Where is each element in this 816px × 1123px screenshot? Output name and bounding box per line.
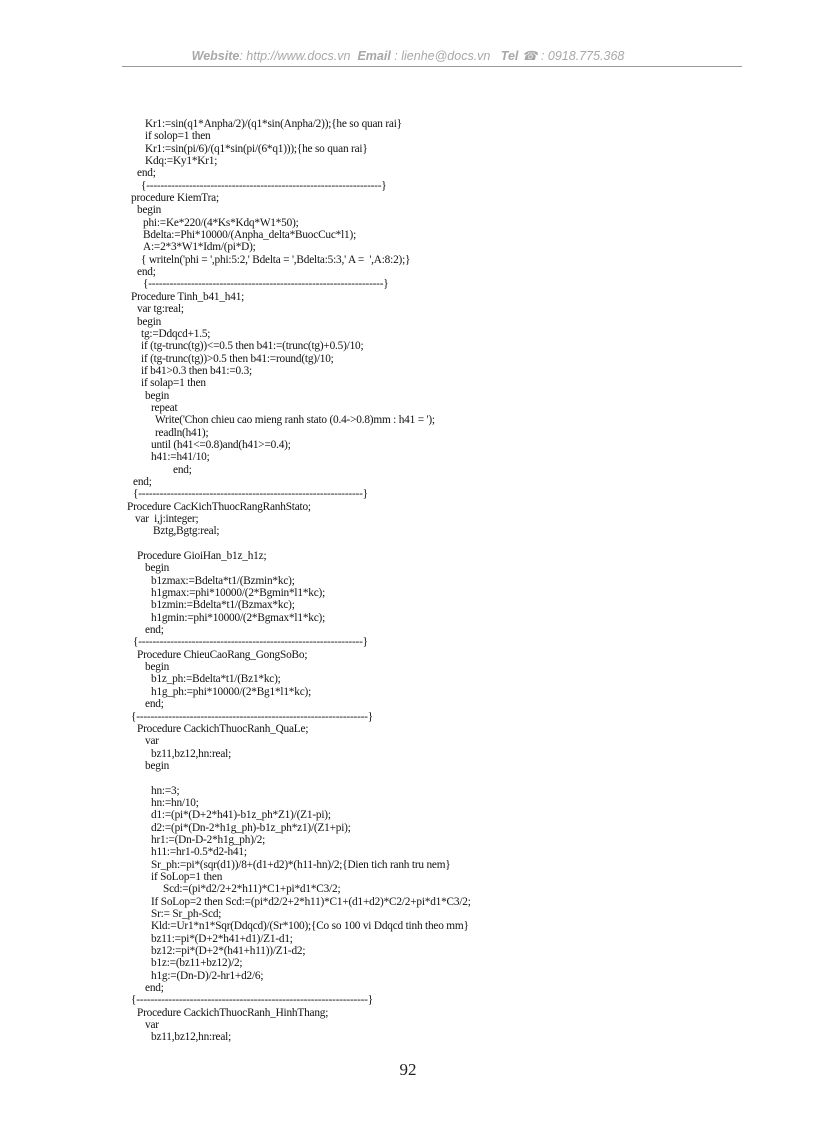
code-line: d1:=(pi*(D+2*h41)-b1z_ph*Z1)/(Z1-pi); bbox=[151, 809, 331, 822]
code-line: begin bbox=[137, 204, 162, 217]
code-line: b1z:=(bz11+bz12)/2; bbox=[151, 957, 243, 970]
code-line: h41:=h41/10; bbox=[151, 451, 210, 464]
tel-label: Tel bbox=[500, 49, 519, 63]
code-line: end; bbox=[137, 167, 156, 180]
code-line: var bbox=[145, 1019, 159, 1032]
code-line: h1g:=(Dn-D)/2-hr1+d2/6; bbox=[151, 969, 264, 982]
code-line: end; bbox=[145, 624, 164, 637]
code-line: b1zmax:=Bdelta*t1/(Bzmin*kc); bbox=[151, 574, 295, 587]
phone-icon: ☎ bbox=[521, 49, 538, 63]
code-line: Sr_ph:=pi*(sqr(d1))/8+(d1+d2)*(h11-hn)/2;{Dien tich ranh tru nem} bbox=[151, 858, 451, 871]
code-line: Procedure GioiHan_b1z_h1z; bbox=[137, 550, 267, 563]
code-line: Scd:=(pi*d2/2+2*h11)*C1+pi*d1*C3/2; bbox=[163, 883, 341, 896]
code-line: Kr1:=sin(q1*Anpha/2)/(q1*sin(Anpha/2));{he so quan rai} bbox=[145, 118, 402, 130]
code-line: var i,j:integer; bbox=[135, 513, 199, 525]
code-line: {---------------------------------------------------------------} bbox=[133, 488, 368, 501]
code-line: repeat bbox=[151, 401, 178, 414]
code-line: Kld:=Ur1*n1*Sqr(Ddqcd)/(Sr*100);{Co so 100 vi Ddqcd tinh theo mm} bbox=[151, 920, 469, 933]
code-line: hn:=hn/10; bbox=[151, 796, 199, 809]
code-line: end; bbox=[173, 463, 192, 476]
code-line: d2:=(pi*(Dn-2*h1g_ph)-b1z_ph*z1)/(Z1+pi); bbox=[151, 821, 351, 834]
code-line: tg:=Ddqcd+1.5; bbox=[141, 327, 211, 340]
code-line: if solop=1 then bbox=[145, 130, 211, 143]
code-line: A:=2*3*W1*Idm/(pi*D); bbox=[143, 241, 256, 254]
code-line: var tg:real; bbox=[137, 303, 184, 316]
code-line: hr1:=(Dn-D-2*h1g_ph)/2; bbox=[151, 833, 266, 846]
tel-value: : 0918.775.368 bbox=[540, 49, 625, 63]
code-line: Procedure CackichThuocRanh_HinhThang; bbox=[137, 1006, 329, 1019]
code-line: end; bbox=[145, 982, 164, 995]
code-line: h1g_ph:=phi*10000/(2*Bg1*l1*kc); bbox=[151, 685, 312, 698]
code-listing bbox=[0, 118, 816, 1044]
code-line: begin bbox=[145, 759, 170, 772]
code-line: bz11,bz12,hn:real; bbox=[151, 747, 232, 760]
code-line: {------------------------------------------------------------------} bbox=[143, 278, 389, 291]
code-line: Sr:= Sr_ph-Scd; bbox=[151, 908, 222, 920]
code-line: {-----------------------------------------------------------------} bbox=[131, 994, 373, 1007]
code-line: h11:=hr1-0.5*d2-h41; bbox=[151, 846, 247, 859]
code-line: {---------------------------------------------------------------} bbox=[133, 636, 368, 649]
code-line bbox=[0, 538, 816, 550]
code-line: {-----------------------------------------------------------------} bbox=[131, 710, 373, 723]
email-value: : lienhe@docs.vn bbox=[394, 49, 491, 63]
code-line: {------------------------------------------------------------------} bbox=[141, 179, 387, 192]
code-line: bz11:=pi*(D+2*h41+d1)/Z1-d1; bbox=[151, 932, 293, 945]
code-line: bz11,bz12,hn:real; bbox=[151, 1031, 232, 1044]
code-line: Kr1:=sin(pi/6)/(q1*sin(pi/(6*q1)));{he so quan rai} bbox=[145, 142, 368, 155]
code-line: h1gmax:=phi*10000/(2*Bgmin*l1*kc); bbox=[151, 587, 326, 600]
code-line: begin bbox=[137, 315, 162, 328]
code-line: if (tg-trunc(tg))>0.5 then b41:=round(tg)/10; bbox=[141, 352, 334, 365]
code-line: readln(h41); bbox=[155, 426, 209, 439]
code-line: Procedure ChieuCaoRang_GongSoBo; bbox=[137, 648, 308, 661]
website-value: : http://www.docs.vn bbox=[239, 49, 351, 63]
code-line: until (h41<=0.8)and(h41>=0.4); bbox=[151, 438, 291, 451]
code-line: Bztg,Bgtg:real; bbox=[153, 525, 220, 538]
code-line: Procedure CackichThuocRanh_QuaLe; bbox=[137, 722, 309, 735]
code-line: phi:=Ke*220/(4*Ks*Kdq*W1*50); bbox=[143, 216, 299, 229]
page-header bbox=[0, 48, 816, 63]
code-line: Procedure Tinh_b41_h41; bbox=[131, 290, 245, 303]
code-line: bz12:=pi*(D+2*(h41+h11))/Z1-d2; bbox=[151, 945, 306, 958]
code-line: Procedure CacKichThuocRangRanhStato; bbox=[127, 500, 311, 513]
code-line: b1zmin:=Bdelta*t1/(Bzmax*kc); bbox=[151, 599, 295, 612]
code-line: h1gmin:=phi*10000/(2*Bgmax*l1*kc); bbox=[151, 611, 326, 624]
code-line: If SoLop=2 then Scd:=(pi*d2/2+2*h11)*C1+(d1+d2)*C2/2+pi*d1*C3/2; bbox=[151, 895, 471, 908]
code-line: { writeln('phi = ',phi:5:2,' Bdelta = ',Bdelta:5:3,' A = ',A:8:2);} bbox=[141, 253, 411, 266]
code-line: Write('Chon chieu cao mieng ranh stato (0.4->0.8)mm : h41 = '); bbox=[155, 414, 435, 427]
code-line: end; bbox=[145, 698, 164, 711]
code-line: end; bbox=[133, 475, 152, 488]
code-line: begin bbox=[145, 562, 170, 575]
code-line: if (tg-trunc(tg))<=0.5 then b41:=(trunc(tg)+0.5)/10; bbox=[141, 340, 364, 353]
code-line: procedure KiemTra; bbox=[131, 192, 219, 205]
code-line: begin bbox=[145, 389, 170, 402]
website-label: Website bbox=[191, 49, 240, 63]
code-line: Kdq:=Ky1*Kr1; bbox=[145, 155, 218, 168]
code-line: if SoLop=1 then bbox=[151, 870, 223, 883]
code-line: var bbox=[145, 735, 159, 748]
code-line: if solap=1 then bbox=[141, 377, 206, 390]
code-line: hn:=3; bbox=[151, 784, 180, 797]
code-line: b1z_ph:=Bdelta*t1/(Bz1*kc); bbox=[151, 673, 281, 686]
code-line: begin bbox=[145, 661, 170, 674]
code-line: end; bbox=[137, 266, 156, 279]
code-line: Bdelta:=Phi*10000/(Anpha_delta*BuocCuc*l1); bbox=[143, 229, 357, 242]
code-line: if b41>0.3 then b41:=0.3; bbox=[141, 364, 252, 377]
email-label: Email bbox=[357, 49, 391, 63]
code-line bbox=[0, 772, 816, 784]
page-number: 92 bbox=[399, 1060, 417, 1079]
header-divider bbox=[122, 66, 742, 67]
